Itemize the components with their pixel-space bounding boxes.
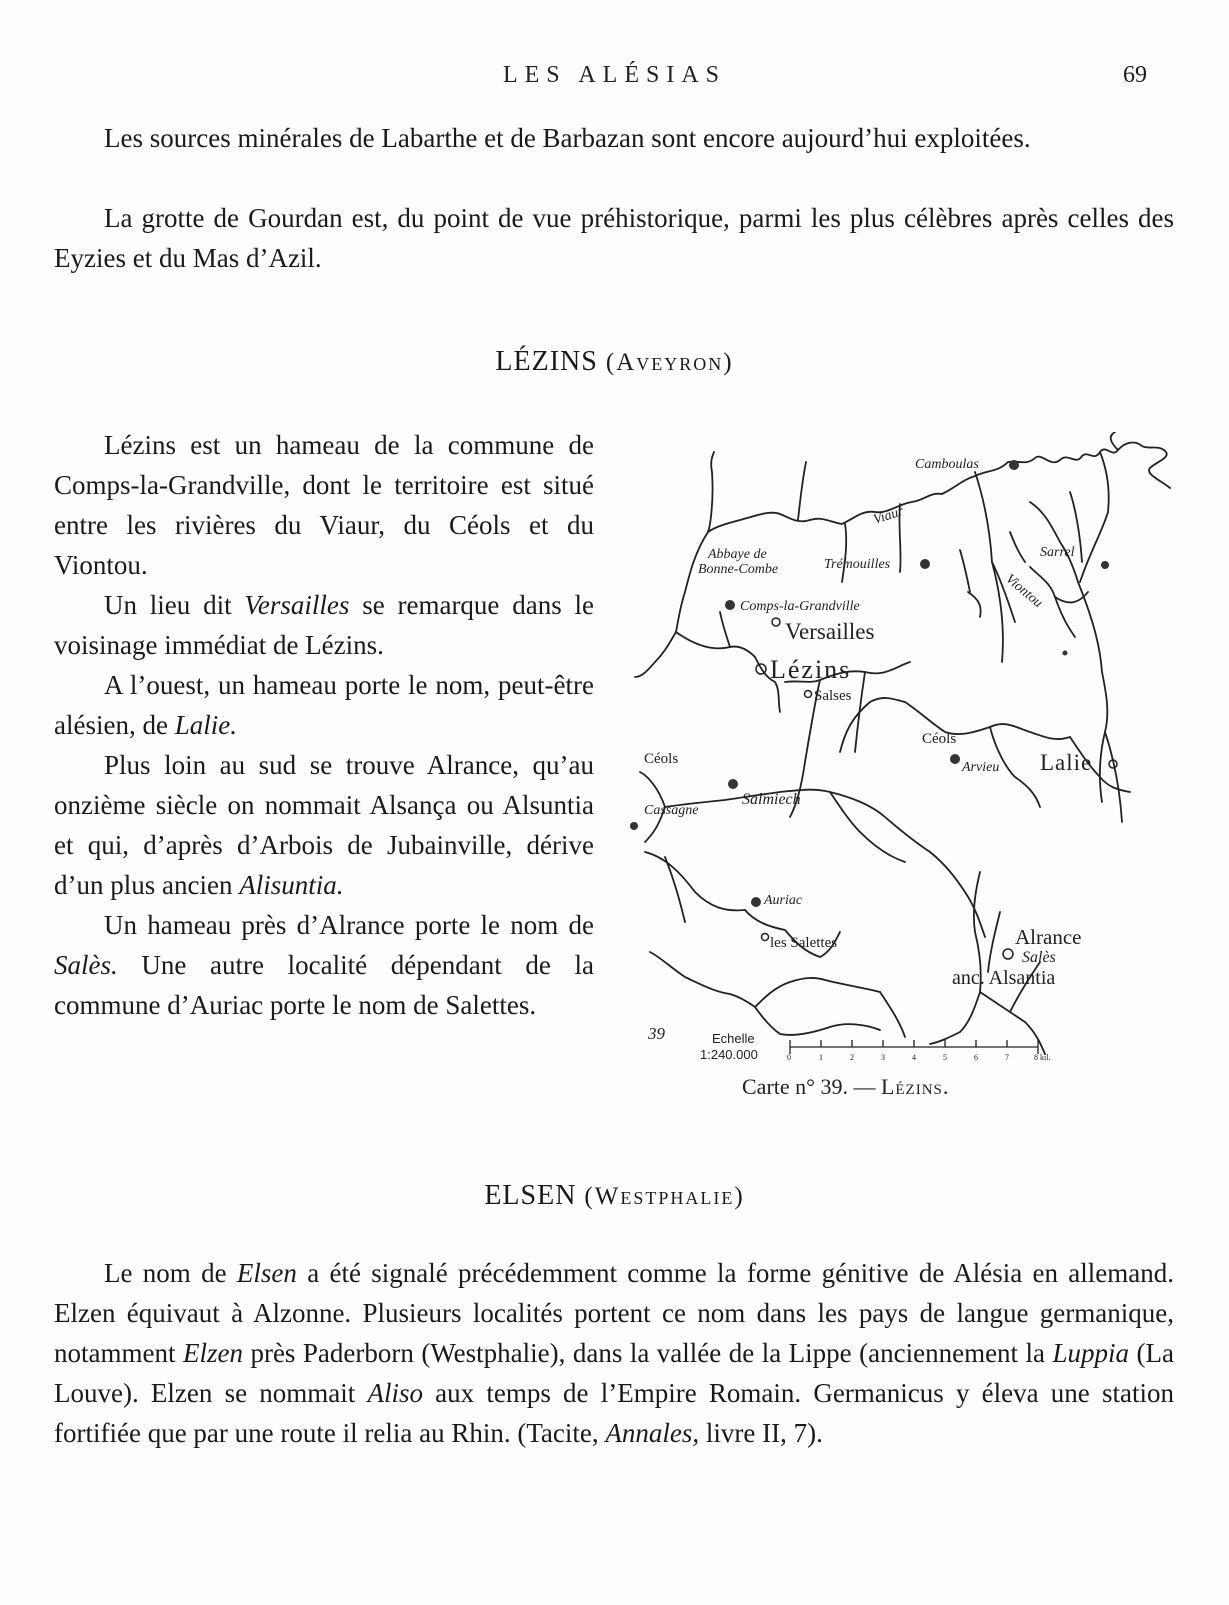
alisuntia-italic: Alisuntia. (239, 870, 344, 900)
marker-versailles (772, 618, 780, 626)
scale-tick-4: 4 (912, 1053, 916, 1062)
marker-salmiech (728, 779, 738, 789)
scale-tick-7: 7 (1005, 1053, 1009, 1062)
lezins-paragraph-4: Plus loin au sud se trouve Alrance, qu’au onzième siècle on nommait Alsança ou Alsuntia et qui, d’après d’Arbois de Jubainville, dérive d’un plus ancien Alisuntia. (54, 750, 594, 900)
lezins-paragraph-1: Lézins est un hameau de la commune de Comps-la-Grandville, dont le territoire est situé entre les rivières du Viaur, du Céols et du Viontou. (54, 430, 594, 580)
heading-lezins-main: LÉZINS (495, 346, 598, 377)
scale-tick-3: 3 (881, 1053, 885, 1062)
heading-elsen-region: (Westphalie) (584, 1183, 745, 1210)
section-heading-elsen (0, 1180, 1229, 1212)
sales-italic: Salès. (54, 950, 118, 980)
map-number: 39 (648, 1024, 665, 1043)
marker-auriac (751, 897, 761, 907)
map-label-sales: Salès (1022, 949, 1056, 966)
map-label-salses: Salses (814, 688, 852, 704)
map-label-salettes: les Salettes (770, 935, 838, 951)
intro-paragraph-2: La grotte de Gourdan est, du point de vue préhistorique, parmi les plus célèbres après celles des Eyzies et du Mas d’Azil. (54, 203, 1174, 273)
marker-camboulas (1009, 460, 1019, 470)
intro-paragraph-1: Les sources minérales de Labarthe et de Barbazan sont encore aujourd’hui exploitées. (104, 123, 1031, 153)
map-label-viaur: Viaur (871, 504, 906, 528)
marker-arvieu (950, 754, 960, 764)
running-title: LES ALÉSIAS (502, 62, 726, 88)
map-label-sarrel: Sarrel (1040, 545, 1075, 560)
lalie-italic: Lalie. (174, 710, 237, 740)
page-number: 69 (1123, 62, 1147, 88)
map-label-arvieu: Arvieu (962, 760, 1000, 775)
marker-comps (725, 600, 735, 610)
map-label-comps: Comps-la-Grandville (740, 599, 860, 614)
lezins-paragraph-5: Un hameau près d’Alrance porte le nom de Salès. Une autre localité dépendant de la commune d’Auriac porte le nom de Salettes. (54, 910, 594, 1020)
map-label-lalie: Lalie (1040, 750, 1093, 775)
elsen-paragraph: Le nom de Elsen a été signalé précédemment comme la forme génitive de Alésia en allemand. Elzen équivaut à Alzonne. Plusieurs localités portent ce nom dans les pays de langue germanique, notamment Elzen près Paderborn (Westphalie), dans la vallée de la Lippe (anciennement la Luppia (La Louve). Elzen se nommait Aliso aux temps de l’Empire Romain. Germanicus y éleva une station fortifiée que par une route il relia au Rhin. (Tacite, Annales, livre II, 7). (54, 1258, 1174, 1448)
scale-tick-8: 8 kil. (1034, 1053, 1051, 1062)
versailles-italic: Versailles (244, 590, 350, 620)
map-label-anc-alsantia: anc. Alsantia (952, 967, 1056, 989)
map-label-auriac: Auriac (764, 893, 803, 908)
scale-tick-2: 2 (850, 1053, 854, 1062)
map-caption: Carte n° 39. — Lézins. (742, 1074, 950, 1099)
scale-tick-labels (787, 1053, 1050, 1062)
heading-lezins-region: (Aveyron) (605, 349, 734, 376)
map-rivers (635, 432, 1170, 1054)
scale-tick-5: 5 (943, 1053, 947, 1062)
marker-tremouilles (920, 559, 930, 569)
scale-tick-6: 6 (974, 1053, 978, 1062)
marker-sarrel (1101, 561, 1109, 569)
marker-extra (1063, 651, 1068, 656)
marker-cassagne (630, 822, 638, 830)
map-label-ceols-east: Céols (922, 731, 957, 747)
scale-bar (790, 1040, 1038, 1054)
map-lezins (630, 432, 1190, 1112)
lezins-paragraph-3: A l’ouest, un hameau porte le nom, peut-être alésien, de Lalie. (54, 670, 594, 740)
map-label-viontou: Viontou (1002, 571, 1046, 611)
map-label-abbaye-1: Abbaye de (708, 547, 767, 562)
lezins-paragraph-2: Un lieu dit Versailles se remarque dans le voisinage immédiat de Lézins. (54, 590, 594, 660)
map-label-alrance: Alrance (1015, 925, 1082, 949)
scale-word: Echelle (712, 1031, 755, 1046)
scale-tick-1: 1 (819, 1053, 823, 1062)
marker-salettes (762, 934, 769, 941)
map-label-cassagne: Cassagne (644, 803, 699, 818)
heading-elsen-main: ELSEN (484, 1180, 577, 1211)
map-label-camboulas: Camboulas (915, 457, 979, 472)
marker-salses (805, 691, 812, 698)
map-label-salmiech: Salmiech (742, 791, 801, 808)
map-label-ceols-west: Céols (644, 751, 679, 767)
map-label-versailles: Versailles (785, 619, 875, 644)
map-label-abbaye-2: Bonne-Combe (698, 562, 779, 577)
map-label-lezins: Lézins (770, 655, 852, 684)
scale-ratio: 1:240.000 (700, 1047, 758, 1062)
map-label-tremouilles: Trémouilles (824, 557, 891, 572)
lezins-text-column (54, 425, 594, 1025)
scale-tick-0: 0 (787, 1053, 791, 1062)
section-heading-lezins (0, 346, 1229, 378)
marker-alrance (1003, 949, 1013, 959)
